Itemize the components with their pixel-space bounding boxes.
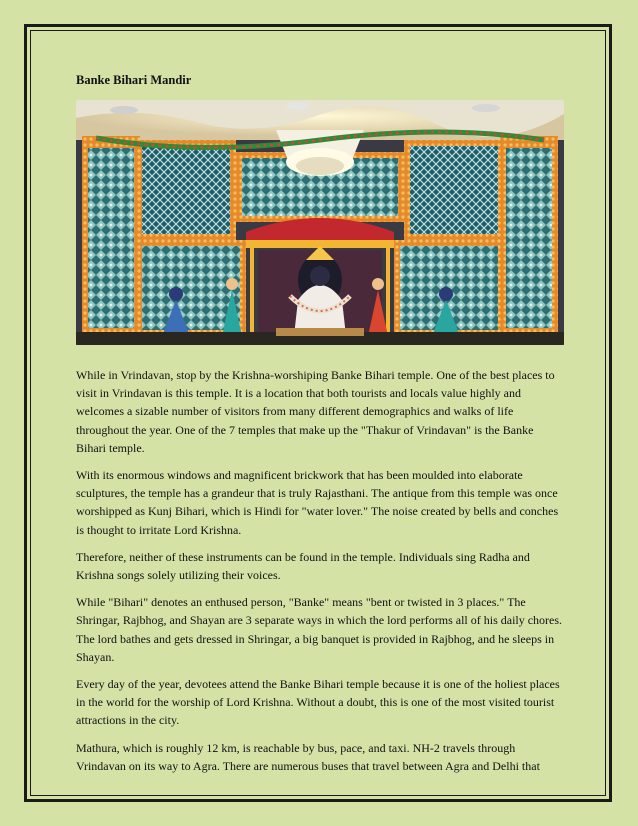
temple-photo bbox=[76, 100, 564, 345]
paragraph: Therefore, neither of these instruments can be found in the temple. Individuals sing Radha and Krishna songs solely utilizing their voices. bbox=[76, 549, 530, 583]
document-content bbox=[76, 72, 564, 784]
paragraph: Every day of the year, devotees attend the Banke Bihari temple because it is one of the holiest places in the world for the worship of Lord Krishna. Without a doubt, this is one of the most visited tourist attractions in the city. bbox=[76, 677, 560, 728]
paragraph: Mathura, which is roughly 12 km, is reachable by bus, pace, and taxi. NH-2 travels through Vrindavan on its way to Agra. There are numerous buses that travel between Agra and Delhi that bbox=[76, 740, 540, 773]
document-title: Banke Bihari Mandir bbox=[76, 73, 192, 87]
paragraph: While "Bihari" denotes an enthused person, "Banke" means "bent or twisted in 3 places." The Shringar, Rajbhog, and Shayan are 3 separate ways in which the lord performs all of his daily chores. The lord bathes and gets dressed in Shringar, a big banquet is provided in Rajbhog, and he sleeps in Shayan. bbox=[76, 595, 563, 664]
paragraph: With its enormous windows and magnificent brickwork that has been moulded into elaborate sculptures, the temple has a grandeur that is truly Rajasthani. The antique from this temple was once worshipped as Kunj Bihari, which is Hindi for "water lover." The noise created by bells and conches is thought to irritate Lord Krishna. bbox=[76, 468, 559, 537]
paragraph: While in Vrindavan, stop by the Krishna-worshiping Banke Bihari temple. One of the best places to visit in Vrindavan is this temple. It is a location that both tourists and locals value highly and welcomes a sizable number of visitors from many different demographics and walks of life throughout the year. One of the 7 temples that make up the "Thakur of Vrindavan" is the Banke Bihari temple. bbox=[76, 368, 555, 455]
